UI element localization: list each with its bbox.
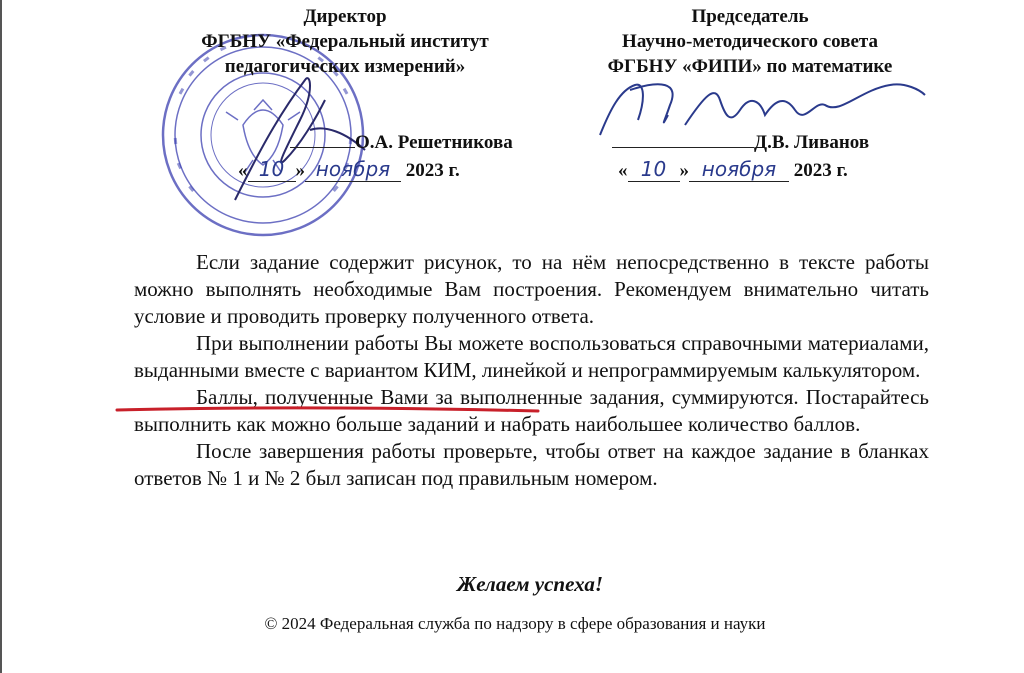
right-signatory-block [570,4,930,79]
left-signatory-org-line1: ФГБНУ «Федеральный институт [201,31,489,52]
right-signatory-title: Председатель [691,6,809,27]
right-signatory-name: Д.В. Ливанов [754,132,870,153]
red-underline-mark [115,403,540,415]
left-date-close-quote: » [295,160,305,181]
paragraph-materials: При выполнении работы Вы можете воспользоваться справочными материалами, выданными вместе с вариантом КИМ, линейкой и непрограммируемым калькулятором. [134,331,929,382]
left-date-year: 2023 г. [405,160,460,181]
right-date-month: ноября [689,157,789,182]
left-signatory-title: Директор [303,6,387,27]
left-signatory-name-line [290,132,513,154]
right-signatory-org-line2: ФГБНУ «ФИПИ» по математике [607,56,893,77]
left-date-month: ноября [305,157,401,182]
right-date-year: 2023 г. [793,160,848,181]
left-signatory-date [238,157,460,182]
right-signatory-org-line1: Научно-методического совета [622,31,878,52]
right-signatory-name-line [612,132,869,154]
copyright-footer: © 2024 Федеральная служба по надзору в сфере образования и науки [264,614,766,633]
left-signatory-name: О.А. Решетникова [355,132,513,153]
paragraph-scores: Баллы, полученные Вами за выполненные задания, суммируются. Постарайтесь выполнить как можно больше заданий и набрать наибольшее количество баллов. [134,385,929,436]
left-signatory-block [150,4,540,79]
instructions-body [134,249,929,492]
paragraph-check: После завершения работы проверьте, чтобы ответ на каждое задание в бланках ответов № 1 и № 2 был записан под правильным номером. [134,439,929,490]
right-date-close-quote: » [679,160,689,181]
left-date-open-quote: « [238,160,248,181]
right-date-day: 10 [628,157,680,182]
right-date-open-quote: « [618,160,628,181]
paragraph-drawing: Если задание содержит рисунок, то на нём непосредственно в тексте работы можно выполнять необходимые Вам построения. Рекомендуем внимательно читать условие и проводить проверку полученного ответа. [134,250,929,328]
left-date-day: 10 [248,157,296,182]
wish-text: Желаем успеха! [456,572,604,596]
left-signatory-org-line2: педагогических измерений» [224,56,466,77]
right-signatory-date [618,157,848,182]
